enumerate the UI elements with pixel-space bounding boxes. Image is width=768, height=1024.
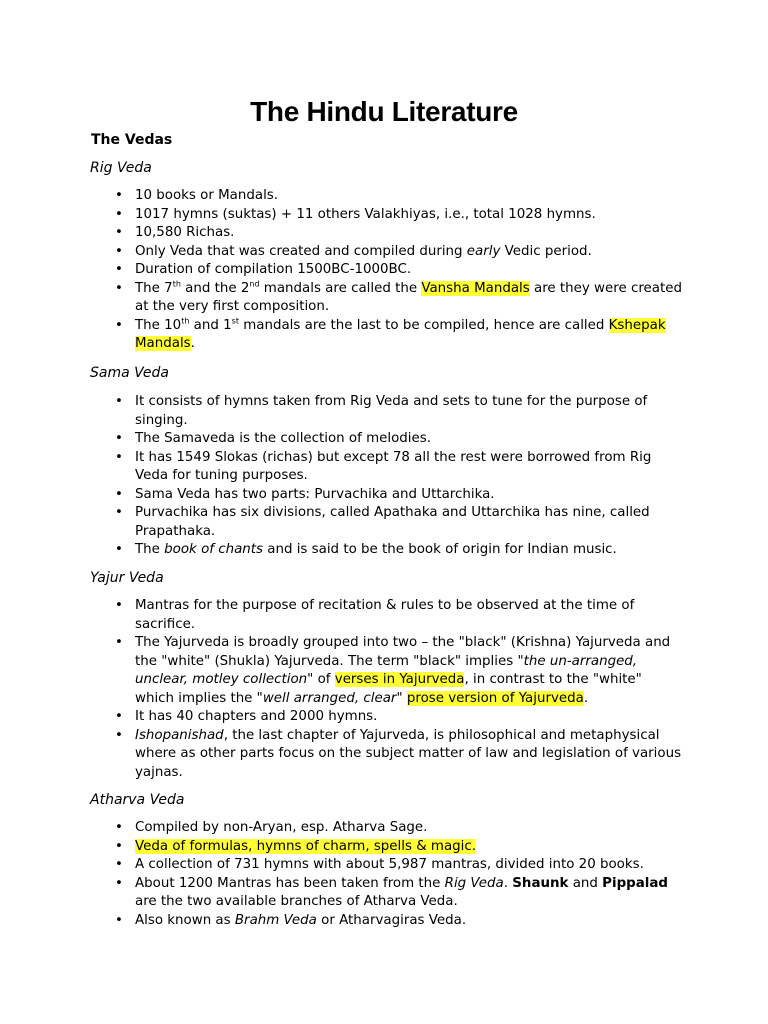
list-item: • It consists of hymns taken from Rig Veda and sets to tune for the purpose of singing. bbox=[0, 393, 768, 430]
list-item: • 10,580 Richas. bbox=[0, 224, 768, 243]
list-item: • Sama Veda has two parts: Purvachika and Uttarchika. bbox=[0, 486, 768, 505]
rig-veda-title: Rig Veda bbox=[90, 160, 152, 176]
highlight: Veda of formulas, hymns of charm, spells & magic. bbox=[135, 838, 477, 854]
list-item: • The Yajurveda is broadly grouped into two – the "black" (Krishna) Yajurveda and the "white" (Shukla) Yajurveda. The term "black" implies "the un-arranged, unclear, motley collection" of verses in Yajurveda, in contrast to the "white" which implies the "well arranged, clear" prose version of Yajurveda. bbox=[0, 634, 768, 708]
sama-veda-list bbox=[0, 393, 768, 560]
highlight: Kshepak Mandals bbox=[135, 317, 666, 351]
list-item: • It has 40 chapters and 2000 hymns. bbox=[0, 708, 768, 727]
list-item: • Also known as Brahm Veda or Atharvagiras Veda. bbox=[0, 912, 768, 931]
document-title: The Hindu Literature bbox=[250, 96, 518, 127]
atharva-veda-title: Atharva Veda bbox=[90, 792, 185, 808]
list-item bbox=[0, 838, 768, 857]
list-item: • Only Veda that was created and compiled during early Vedic period. bbox=[0, 243, 768, 262]
list-item: • The Samaveda is the collection of melodies. bbox=[0, 430, 768, 449]
list-item: • Compiled by non-Aryan, esp. Atharva Sage. bbox=[0, 819, 768, 838]
list-item: • 1017 hymns (suktas) + 11 others Valakhiyas, i.e., total 1028 hymns. bbox=[0, 206, 768, 225]
highlight: prose version of Yajurveda bbox=[406, 690, 584, 706]
highlight: Vansha Mandals bbox=[421, 280, 530, 296]
list-item: • Duration of compilation 1500BC-1000BC. bbox=[0, 261, 768, 280]
list-item: • Mantras for the purpose of recitation & rules to be observed at the time of sacrifice. bbox=[0, 597, 768, 634]
list-item: • Purvachika has six divisions, called Apathaka and Uttarchika has nine, called Prapathaka. bbox=[0, 504, 768, 541]
list-item: • About 1200 Mantras has been taken from the Rig Veda. Shaunk and Pippalad are the two available branches of Atharva Veda. bbox=[0, 875, 768, 912]
list-item: • The book of chants and is said to be the book of origin for Indian music. bbox=[0, 541, 768, 560]
yajur-veda-title: Yajur Veda bbox=[90, 570, 164, 586]
highlight: verses in Yajurveda bbox=[334, 672, 465, 687]
list-item: • A collection of 731 hymns with about 5,987 mantras, divided into 20 books. bbox=[0, 856, 768, 875]
section-heading-vedas: The Vedas bbox=[91, 132, 173, 148]
yajur-veda-list bbox=[0, 597, 768, 782]
atharva-veda-list bbox=[0, 819, 768, 930]
list-item: • The 10th and 1st mandals are the last to be compiled, hence are called Kshepak Mandals. bbox=[0, 317, 768, 354]
list-item: • It has 1549 Slokas (richas) but except 78 all the rest were borrowed from Rig Veda for tuning purposes. bbox=[0, 449, 768, 486]
list-item: • Ishopanishad, the last chapter of Yajurveda, is philosophical and metaphysical where as other parts focus on the subject matter of law and legislation of various yajnas. bbox=[0, 727, 768, 783]
rig-veda-list bbox=[0, 187, 768, 354]
sama-veda-title: Sama Veda bbox=[90, 365, 169, 381]
list-item: • The 7th and the 2nd mandals are called the Vansha Mandals are they were created at the very first composition. bbox=[0, 280, 768, 317]
list-item: • 10 books or Mandals. bbox=[0, 187, 768, 206]
